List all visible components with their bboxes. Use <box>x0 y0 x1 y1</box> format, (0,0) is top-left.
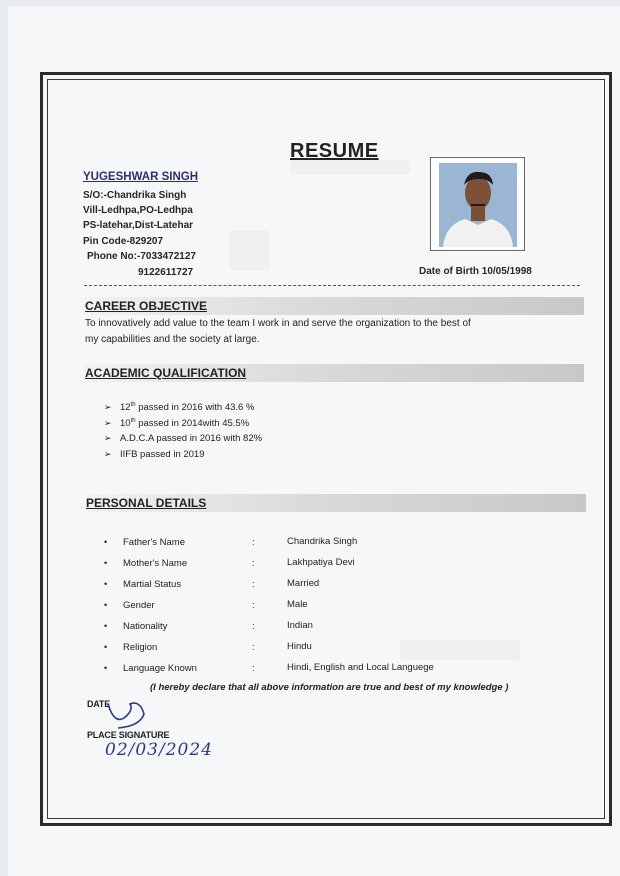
dot-bullet-icon: • <box>104 579 108 589</box>
detail-value-marital: Married <box>287 578 320 589</box>
header-divider <box>84 285 580 286</box>
qualification-item: ➢ A.D.C.A passed in 2016 with 82% <box>104 433 263 444</box>
detail-label-marital: • Martial Status <box>104 579 182 590</box>
detail-value-religion: Hindu <box>287 641 312 652</box>
phone-line-2: 9122611727 <box>138 267 194 278</box>
village-line: Vill-Ledhpa,PO-Ledhpa <box>83 205 193 216</box>
detail-separator: : <box>252 558 255 569</box>
dot-bullet-icon: • <box>104 642 108 652</box>
detail-label-religion: • Religion <box>104 642 158 653</box>
detail-label-father: • Father's Name <box>104 537 186 548</box>
phone-line: Phone No:-7033472127 <box>87 251 196 262</box>
arrow-bullet-icon: ➢ <box>104 402 112 413</box>
dot-bullet-icon: • <box>104 663 108 673</box>
detail-value-father: Chandrika Singh <box>287 536 358 547</box>
pin-code-line: Pin Code-829207 <box>83 236 164 247</box>
handwritten-date: 02/03/2024 <box>105 740 213 760</box>
qualification-item: ➢ 10th passed in 2014with 45.5% <box>104 418 250 430</box>
person-photo-icon <box>439 163 517 247</box>
personal-details-heading: PERSONAL DETAILS <box>86 496 207 510</box>
detail-label-mother: • Mother's Name <box>104 558 188 569</box>
bleed-through-mark <box>400 640 520 660</box>
detail-label-gender: • Gender <box>104 600 155 611</box>
date-of-birth: Date of Birth 10/05/1998 <box>419 266 532 277</box>
signature-scribble-icon <box>100 698 160 732</box>
detail-separator: : <box>252 600 255 611</box>
detail-separator: : <box>252 537 255 548</box>
career-objective-text-2: my capabilities and the society at large. <box>85 334 260 345</box>
district-line: PS-latehar,Dist-Latehar <box>83 220 194 231</box>
career-objective-heading: CAREER OBJECTIVE <box>85 299 208 313</box>
resume-title: RESUME <box>290 140 379 162</box>
detail-separator: : <box>252 621 255 632</box>
father-line: S/O:-Chandrika Singh <box>83 190 187 201</box>
profile-photo <box>430 157 525 251</box>
qualification-item: ➢ IIFB passed in 2019 <box>104 449 205 460</box>
qualification-item: ➢ 12th passed in 2016 with 43.6 % <box>104 402 255 414</box>
dot-bullet-icon: • <box>104 558 108 568</box>
candidate-name: YUGESHWAR SINGH <box>83 171 199 183</box>
dot-bullet-icon: • <box>104 621 108 631</box>
detail-value-nationality: Indian <box>287 620 313 631</box>
place-signature-label: PLACE SIGNATURE <box>87 730 170 740</box>
detail-value-language: Hindi, English and Local Languege <box>287 662 434 673</box>
dot-bullet-icon: • <box>104 537 108 547</box>
detail-value-gender: Male <box>287 599 308 610</box>
declaration-text: (I hereby declare that all above information are true and best of my knowledge ) <box>150 682 509 693</box>
arrow-bullet-icon: ➢ <box>104 433 112 443</box>
bleed-through-mark <box>230 230 270 270</box>
detail-separator: : <box>252 642 255 653</box>
detail-value-mother: Lakhpatiya Devi <box>287 557 355 568</box>
dot-bullet-icon: • <box>104 600 108 610</box>
career-objective-text-1: To innovatively add value to the team I work in and serve the organization to the best of <box>85 318 471 329</box>
detail-separator: : <box>252 579 255 590</box>
detail-label-nationality: • Nationality <box>104 621 168 632</box>
academic-heading: ACADEMIC QUALIFICATION <box>85 366 247 380</box>
detail-separator: : <box>252 663 255 674</box>
detail-label-language: • Language Known <box>104 663 197 674</box>
arrow-bullet-icon: ➢ <box>104 418 112 429</box>
date-label: DATE <box>87 699 111 709</box>
arrow-bullet-icon: ➢ <box>104 449 112 459</box>
